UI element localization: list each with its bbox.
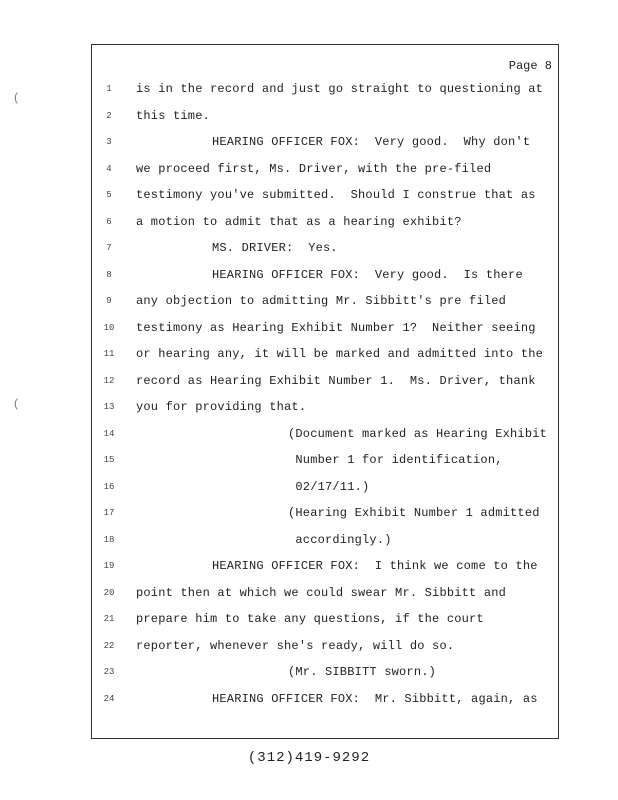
- transcript-line: [92, 638, 558, 654]
- line-number: 20: [103, 587, 115, 598]
- transcript-line: [92, 452, 558, 468]
- margin-mark: (: [14, 396, 18, 410]
- line-number: 14: [103, 428, 115, 439]
- line-number: 18: [103, 534, 115, 545]
- line-number: 23: [103, 667, 115, 677]
- line-number: 10: [103, 322, 115, 333]
- line-number: 8: [106, 269, 112, 280]
- transcript-line: [92, 161, 558, 177]
- line-number: 4: [106, 163, 112, 174]
- line-text: HEARING OFFICER FOX: Mr. Sibbitt, again, as: [212, 691, 538, 706]
- line-text: (Document marked as Hearing Exhibit: [288, 426, 548, 441]
- line-text: a motion to admit that as a hearing exhibit?: [136, 214, 462, 229]
- line-number: 21: [103, 614, 115, 624]
- line-number: 22: [103, 640, 115, 651]
- margin-mark: (: [14, 90, 18, 104]
- line-number: 2: [106, 110, 112, 121]
- line-number: 3: [106, 137, 112, 147]
- transcript-line: [92, 505, 558, 521]
- line-text: this time.: [136, 108, 211, 123]
- footer-phone: (312)419-9292: [247, 750, 371, 766]
- line-number: 12: [103, 375, 115, 386]
- transcript-page-frame: [91, 44, 559, 739]
- line-text: record as Hearing Exhibit Number 1. Ms. Driver, thank: [136, 373, 536, 388]
- transcript-line: [92, 585, 558, 601]
- transcript-line: [92, 399, 558, 415]
- line-number: 11: [103, 349, 115, 359]
- line-number: 5: [106, 190, 112, 200]
- line-text: HEARING OFFICER FOX: Very good. Is there: [212, 267, 523, 282]
- page-number-label: Page 8: [508, 59, 552, 73]
- line-number: 16: [103, 481, 115, 492]
- transcript-line: [92, 558, 558, 574]
- line-number: 19: [103, 561, 115, 571]
- line-text: any objection to admitting Mr. Sibbitt's pre filed: [136, 294, 507, 308]
- transcript-line: [92, 691, 558, 707]
- line-text: point then at which we could swear Mr. Sibbitt and: [136, 585, 507, 600]
- transcript-line: [92, 240, 558, 256]
- line-text: prepare him to take any questions, if the court: [136, 612, 484, 626]
- transcript-line: [92, 108, 558, 124]
- transcript-line: [92, 267, 558, 283]
- line-text: you for providing that.: [136, 400, 307, 414]
- line-number: 7: [106, 243, 112, 253]
- line-number: 17: [103, 508, 115, 518]
- transcript-line: [92, 134, 558, 150]
- line-text: or hearing any, it will be marked and admitted into the: [136, 347, 544, 361]
- line-number: 6: [106, 216, 112, 227]
- transcript-line: [92, 532, 558, 548]
- line-number: 1: [106, 84, 112, 94]
- transcript-line: [92, 426, 558, 442]
- transcript-line: [92, 293, 558, 309]
- line-text: HEARING OFFICER FOX: Very good. Why don't: [212, 135, 531, 149]
- transcript-line: [92, 320, 558, 336]
- transcript-line: [92, 611, 558, 627]
- line-text: 02/17/11.): [288, 479, 370, 494]
- line-text: HEARING OFFICER FOX: I think we come to the: [212, 559, 538, 573]
- line-number: 13: [103, 402, 115, 412]
- line-text: (Hearing Exhibit Number 1 admitted: [288, 506, 540, 520]
- line-number: 9: [106, 296, 112, 306]
- line-text: (Mr. SIBBITT sworn.): [288, 665, 437, 679]
- transcript-line: [92, 214, 558, 230]
- transcript-line: [92, 81, 558, 97]
- line-text: accordingly.): [288, 532, 392, 547]
- line-text: MS. DRIVER: Yes.: [212, 241, 338, 255]
- line-number: 24: [103, 693, 115, 704]
- line-text: testimony you've submitted. Should I construe that as: [136, 188, 536, 202]
- line-text: is in the record and just go straight to questioning at: [136, 82, 544, 96]
- transcript-line: [92, 187, 558, 203]
- transcript-line: [92, 373, 558, 389]
- transcript-line: [92, 346, 558, 362]
- transcript-line: [92, 479, 558, 495]
- line-text: Number 1 for identification,: [288, 453, 503, 467]
- transcript-line: [92, 664, 558, 680]
- line-text: we proceed first, Ms. Driver, with the pre-filed: [136, 161, 492, 176]
- line-text: testimony as Hearing Exhibit Number 1? Neither seeing: [136, 320, 536, 335]
- line-text: reporter, whenever she's ready, will do so.: [136, 638, 455, 653]
- line-number: 15: [103, 455, 115, 465]
